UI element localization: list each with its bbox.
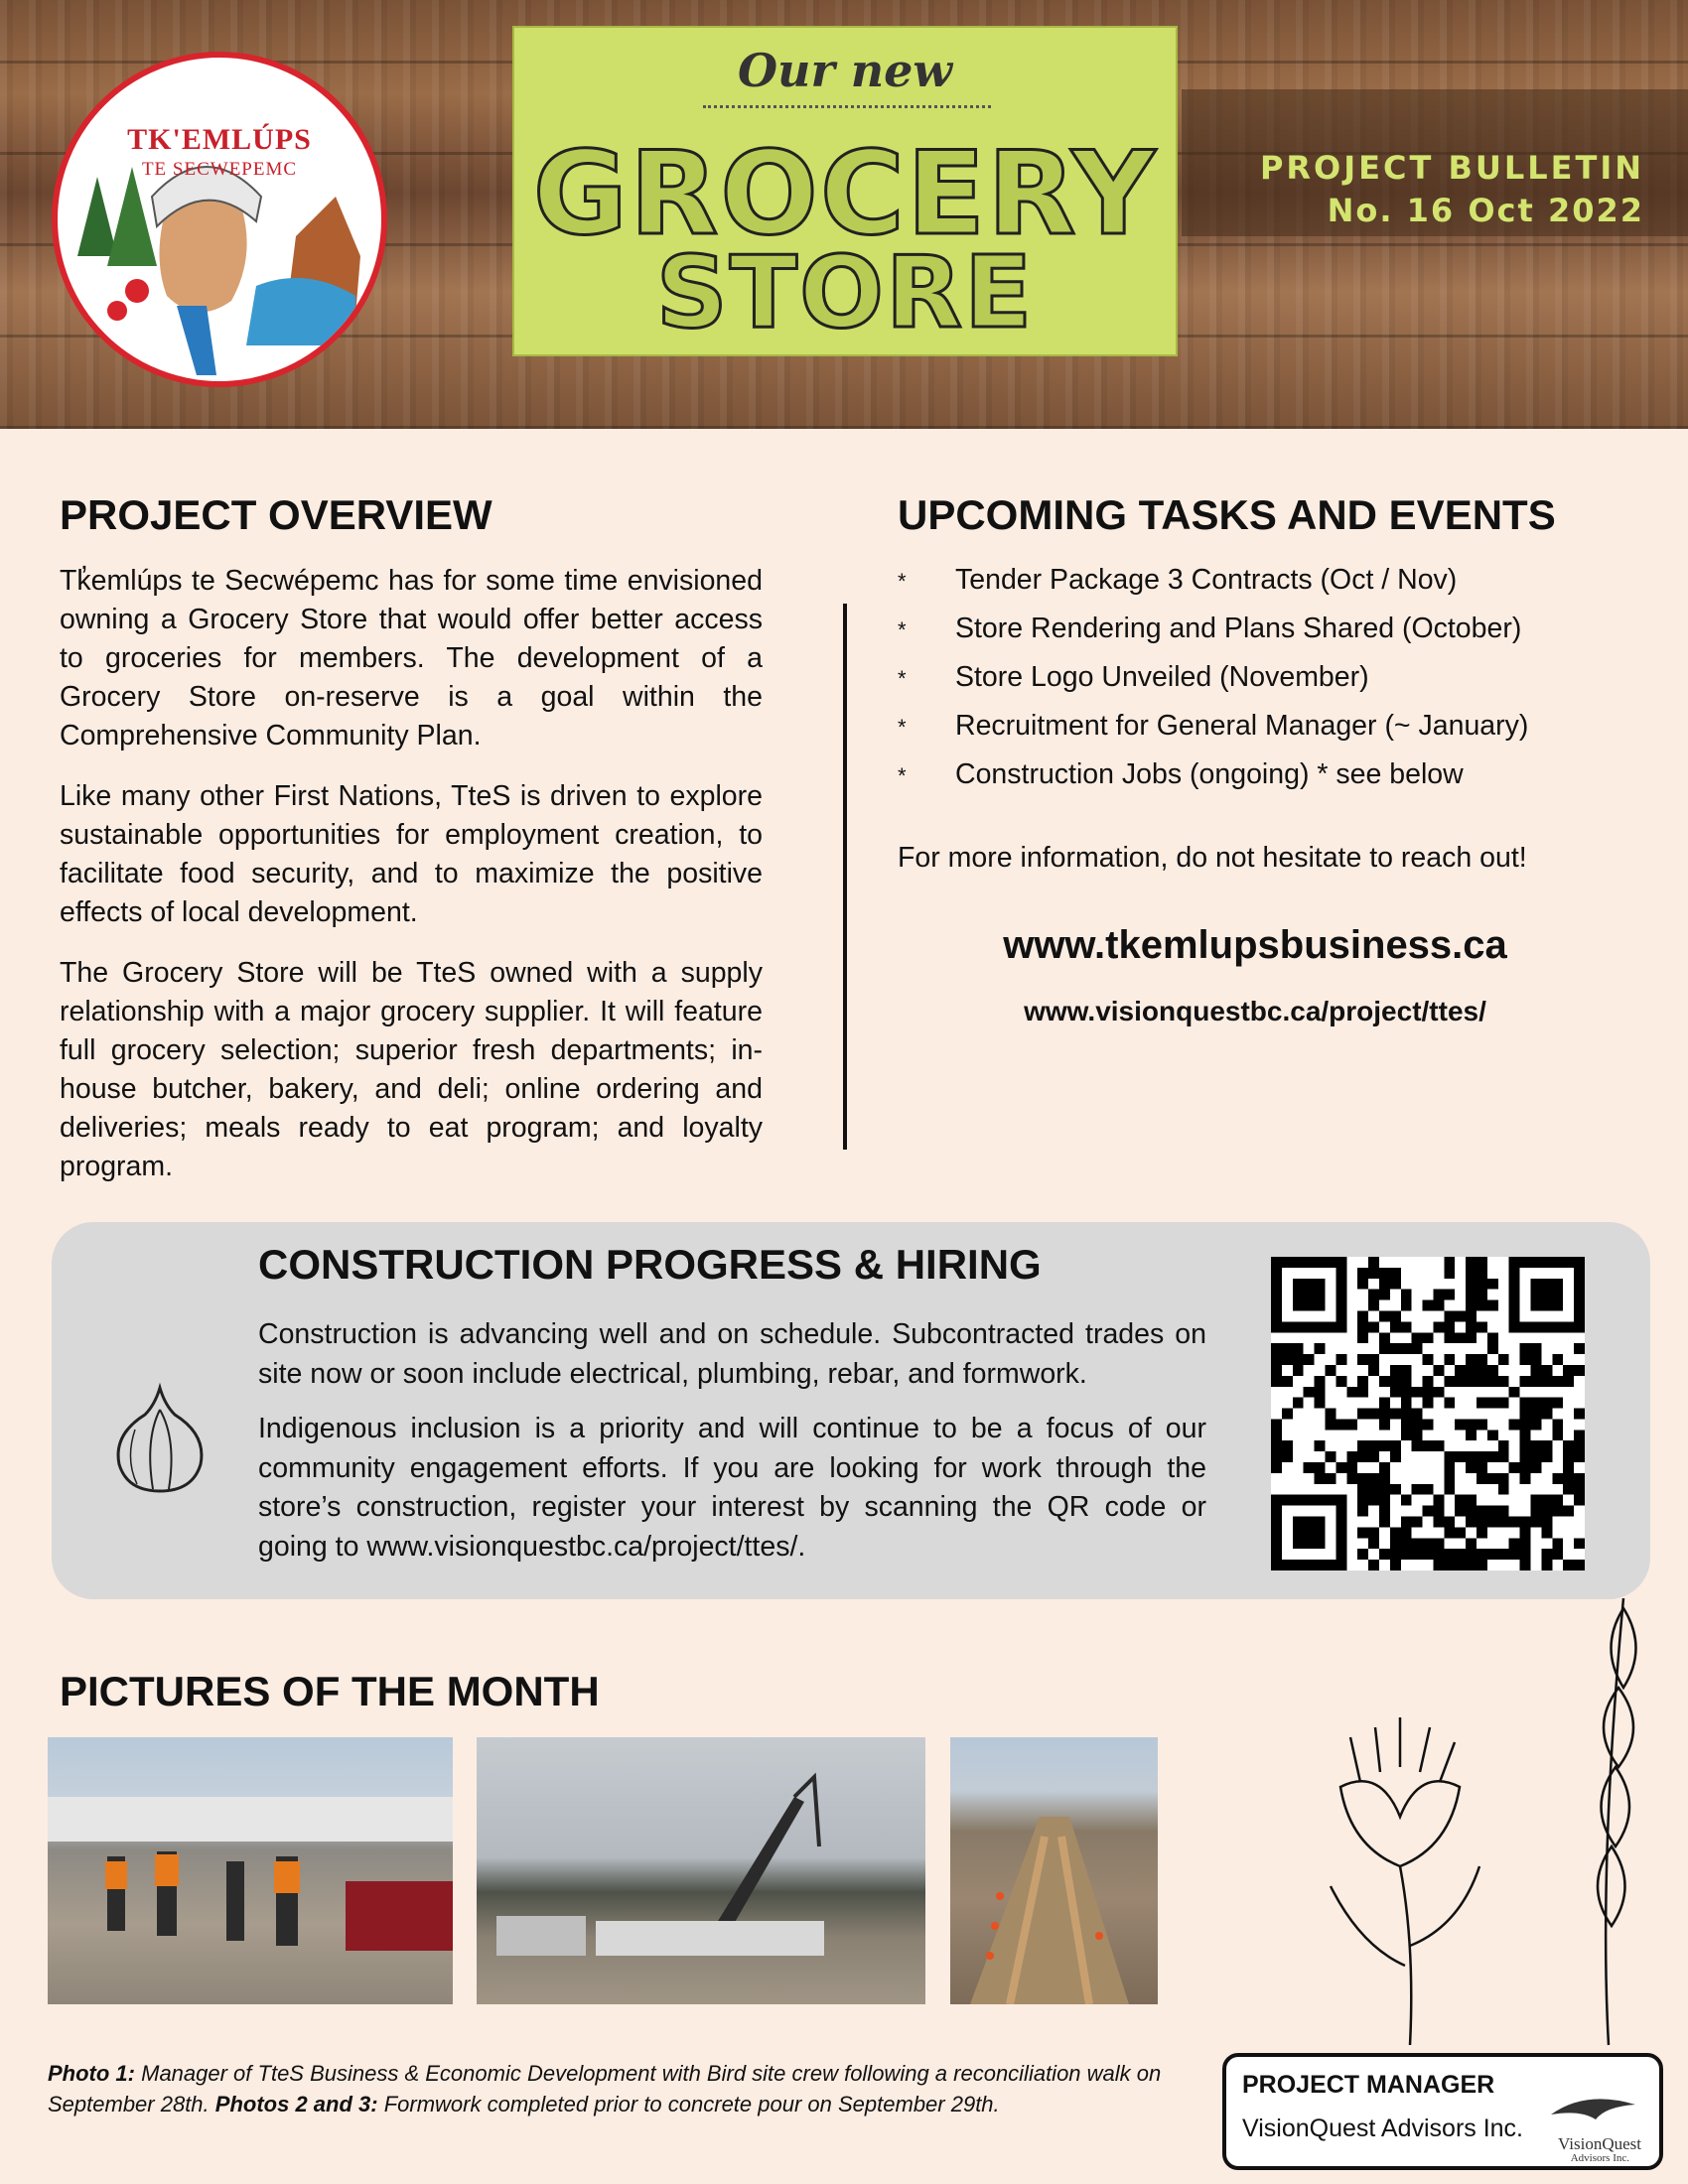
more-info-text: For more information, do not hesitate to reach out! [898, 842, 1527, 874]
tasks-heading: UPCOMING TASKS AND EVENTS [898, 491, 1556, 538]
logo-title: TK'EMLÚPS [127, 123, 312, 156]
overview-body [60, 562, 763, 1208]
task-label: Tender Package 3 Contracts (Oct / Nov) [955, 564, 1458, 596]
task-label: Store Logo Unveiled (November) [955, 661, 1369, 693]
progress-paragraph: Construction is advancing well and on schedule. Subcontracted trades on site now or soon include electrical, plumbing, rebar, and formwork. [258, 1318, 1206, 1390]
overview-paragraph: Tk̓emlúps te Secwépemc has for some time envisioned owning a Grocery Store that would offer better access to groceries for members. The development of a Grocery Store on-reserve is a goal within the Comprehensive Community Plan. [60, 565, 763, 751]
column-divider [843, 604, 847, 1150]
asterisk-bullet-icon: * [898, 569, 907, 594]
bulletin-issue: No. 16 Oct 2022 [1327, 192, 1644, 229]
tasks-list [898, 562, 1613, 805]
visionquest-project-link[interactable]: www.visionquestbc.ca/project/ttes/ [1024, 996, 1486, 1026]
list-item [898, 659, 1613, 708]
tkemlups-logo [52, 52, 387, 387]
photo-caption [48, 2058, 1204, 2119]
asterisk-bullet-icon: * [898, 666, 907, 691]
pm-name: VisionQuest Advisors Inc. [1242, 2115, 1524, 2142]
task-label: Store Rendering and Plans Shared (October) [955, 613, 1522, 644]
garlic-icon [105, 1380, 214, 1499]
photo-concrete-pump [477, 1737, 925, 2004]
title-grocery: GROCERY [532, 127, 1158, 261]
caption-text: Formwork completed prior to concrete pour on September 29th. [377, 2092, 1000, 2116]
visionquest-logo-text: VisionQuest [1558, 2134, 1641, 2153]
pm-title: PROJECT MANAGER [1242, 2071, 1495, 2099]
asterisk-bullet-icon: * [898, 617, 907, 642]
progress-paragraph: Indigenous inclusion is a priority and will continue to be a focus of our community engagement efforts. If you are looking for work through the store’s construction, register your interest by scanning the QR code or going to www.visionquestbc.ca/project/ttes/. [258, 1413, 1206, 1563]
progress-heading: CONSTRUCTION PROGRESS & HIRING [258, 1241, 1042, 1288]
caption-label: Photos 2 and 3: [214, 2092, 378, 2116]
list-item [898, 756, 1613, 805]
overview-heading: PROJECT OVERVIEW [60, 491, 492, 538]
task-label: Recruitment for General Manager (~ January) [955, 710, 1529, 742]
tkemlups-business-link[interactable]: www.tkemlupsbusiness.ca [1003, 923, 1507, 967]
header-banner [0, 0, 1688, 429]
visionquest-logo-subtext: Advisors Inc. [1570, 2152, 1629, 2164]
bulletin-title: PROJECT BULLETIN [1259, 149, 1644, 187]
list-item [898, 708, 1613, 756]
photo-formwork [950, 1737, 1158, 2004]
caption-label: Photo 1: [48, 2061, 135, 2086]
asterisk-bullet-icon: * [898, 715, 907, 740]
list-item [898, 562, 1613, 611]
progress-body [258, 1315, 1206, 1582]
logo-artwork-icon [58, 58, 381, 381]
qr-code[interactable] [1271, 1257, 1585, 1570]
overview-paragraph: Like many other First Nations, TteS is driven to explore sustainable opportunities for employment creation, to facilitate food security, and to maximize the positive effects of local development. [60, 780, 763, 928]
list-item [898, 611, 1613, 659]
title-divider [703, 105, 991, 108]
project-manager-box [1222, 2053, 1663, 2170]
thistle-wheat-illustration-icon [1281, 1569, 1688, 2055]
task-label: Construction Jobs (ongoing) * see below [955, 758, 1464, 790]
title-small: Our new [737, 44, 953, 97]
title-box [512, 26, 1178, 356]
overview-paragraph: The Grocery Store will be TteS owned with a supply relationship with a major grocery supplier. It will feature full grocery selection; superior fresh departments; in-house butcher, bakery, and deli; online ordering and deliveries; meals ready to eat program; and loyalty program. [60, 957, 763, 1182]
pictures-heading: PICTURES OF THE MONTH [60, 1668, 600, 1714]
caption-text: Manager of TteS Business & Economic Development with Bird site crew following a reconciliation walk on September 28th. [48, 2061, 1162, 2116]
photo-site-crew [48, 1737, 453, 2004]
logo-subtitle: TE SECWEPEMC [141, 159, 298, 180]
title-store: STORE [655, 234, 1035, 350]
asterisk-bullet-icon: * [898, 763, 907, 788]
